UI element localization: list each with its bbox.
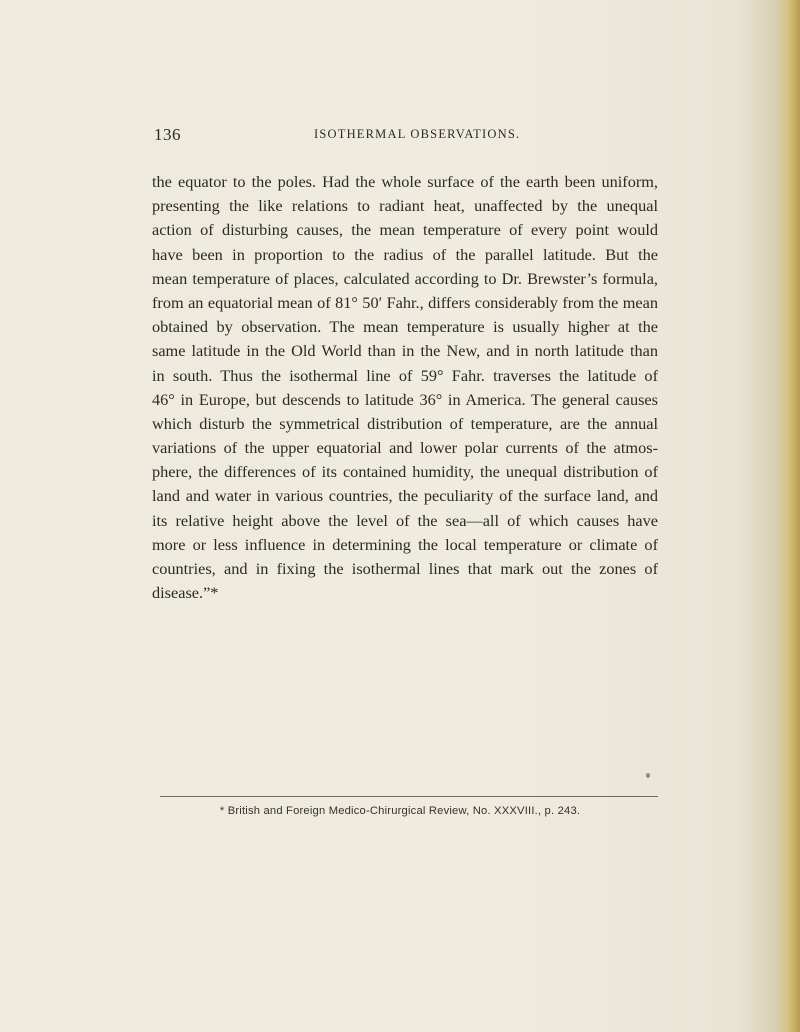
footnote-rule [160,796,658,797]
text-line: mean temperature of places, calculated according to Dr. Brewster’s formula, [152,268,658,288]
text-line: phere, the differences of its contained humidity, the unequal distribution of [152,462,658,482]
text-line: obtained by observation. The mean temperature is usually higher at the [152,317,658,337]
ink-speck [646,773,650,778]
text-line: in south. Thus the isothermal line of 59° Fahr. traverses the latitude of [152,365,658,385]
text-line: more or less influence in determining the local temperature or climate of [152,534,658,554]
text-line: disease.”* [152,583,219,603]
text-line: have been in proportion to the radius of the parallel latitude. But the [152,244,658,264]
text-line: action of disturbing causes, the mean temperature of every point would [152,220,658,240]
text-line: land and water in various countries, the peculiarity of the surface land, and [152,486,658,506]
text-line: same latitude in the Old World than in the New, and in north latitude than [152,341,658,361]
body-paragraph [152,170,658,605]
text-line: from an equatorial mean of 81° 50′ Fahr., differs considerably from the mean [152,292,658,312]
page-header [154,125,657,147]
text-line: countries, and in fixing the isothermal lines that mark out the zones of [152,559,658,578]
text-line: 46° in Europe, but descends to latitude 36° in America. The general causes [152,389,658,409]
text-line: presenting the like relations to radiant heat, unaffected by the unequal [152,196,658,216]
footnote: * British and Foreign Medico-Chirurgical Review, No. XXXVIII., p. 243. [219,805,581,817]
text-line: the equator to the poles. Had the whole surface of the earth been uniform, [152,172,658,191]
page-number: 136 [154,125,181,144]
page-edge-discoloration [778,0,800,1032]
text-line: which disturb the symmetrical distribution of temperature, are the annual [152,413,658,433]
text-line: variations of the upper equatorial and lower polar currents of the atmos- [152,438,658,458]
text-line: its relative height above the level of the sea—all of which causes have [152,510,658,530]
running-head: ISOTHERMAL OBSERVATIONS. [314,127,521,141]
